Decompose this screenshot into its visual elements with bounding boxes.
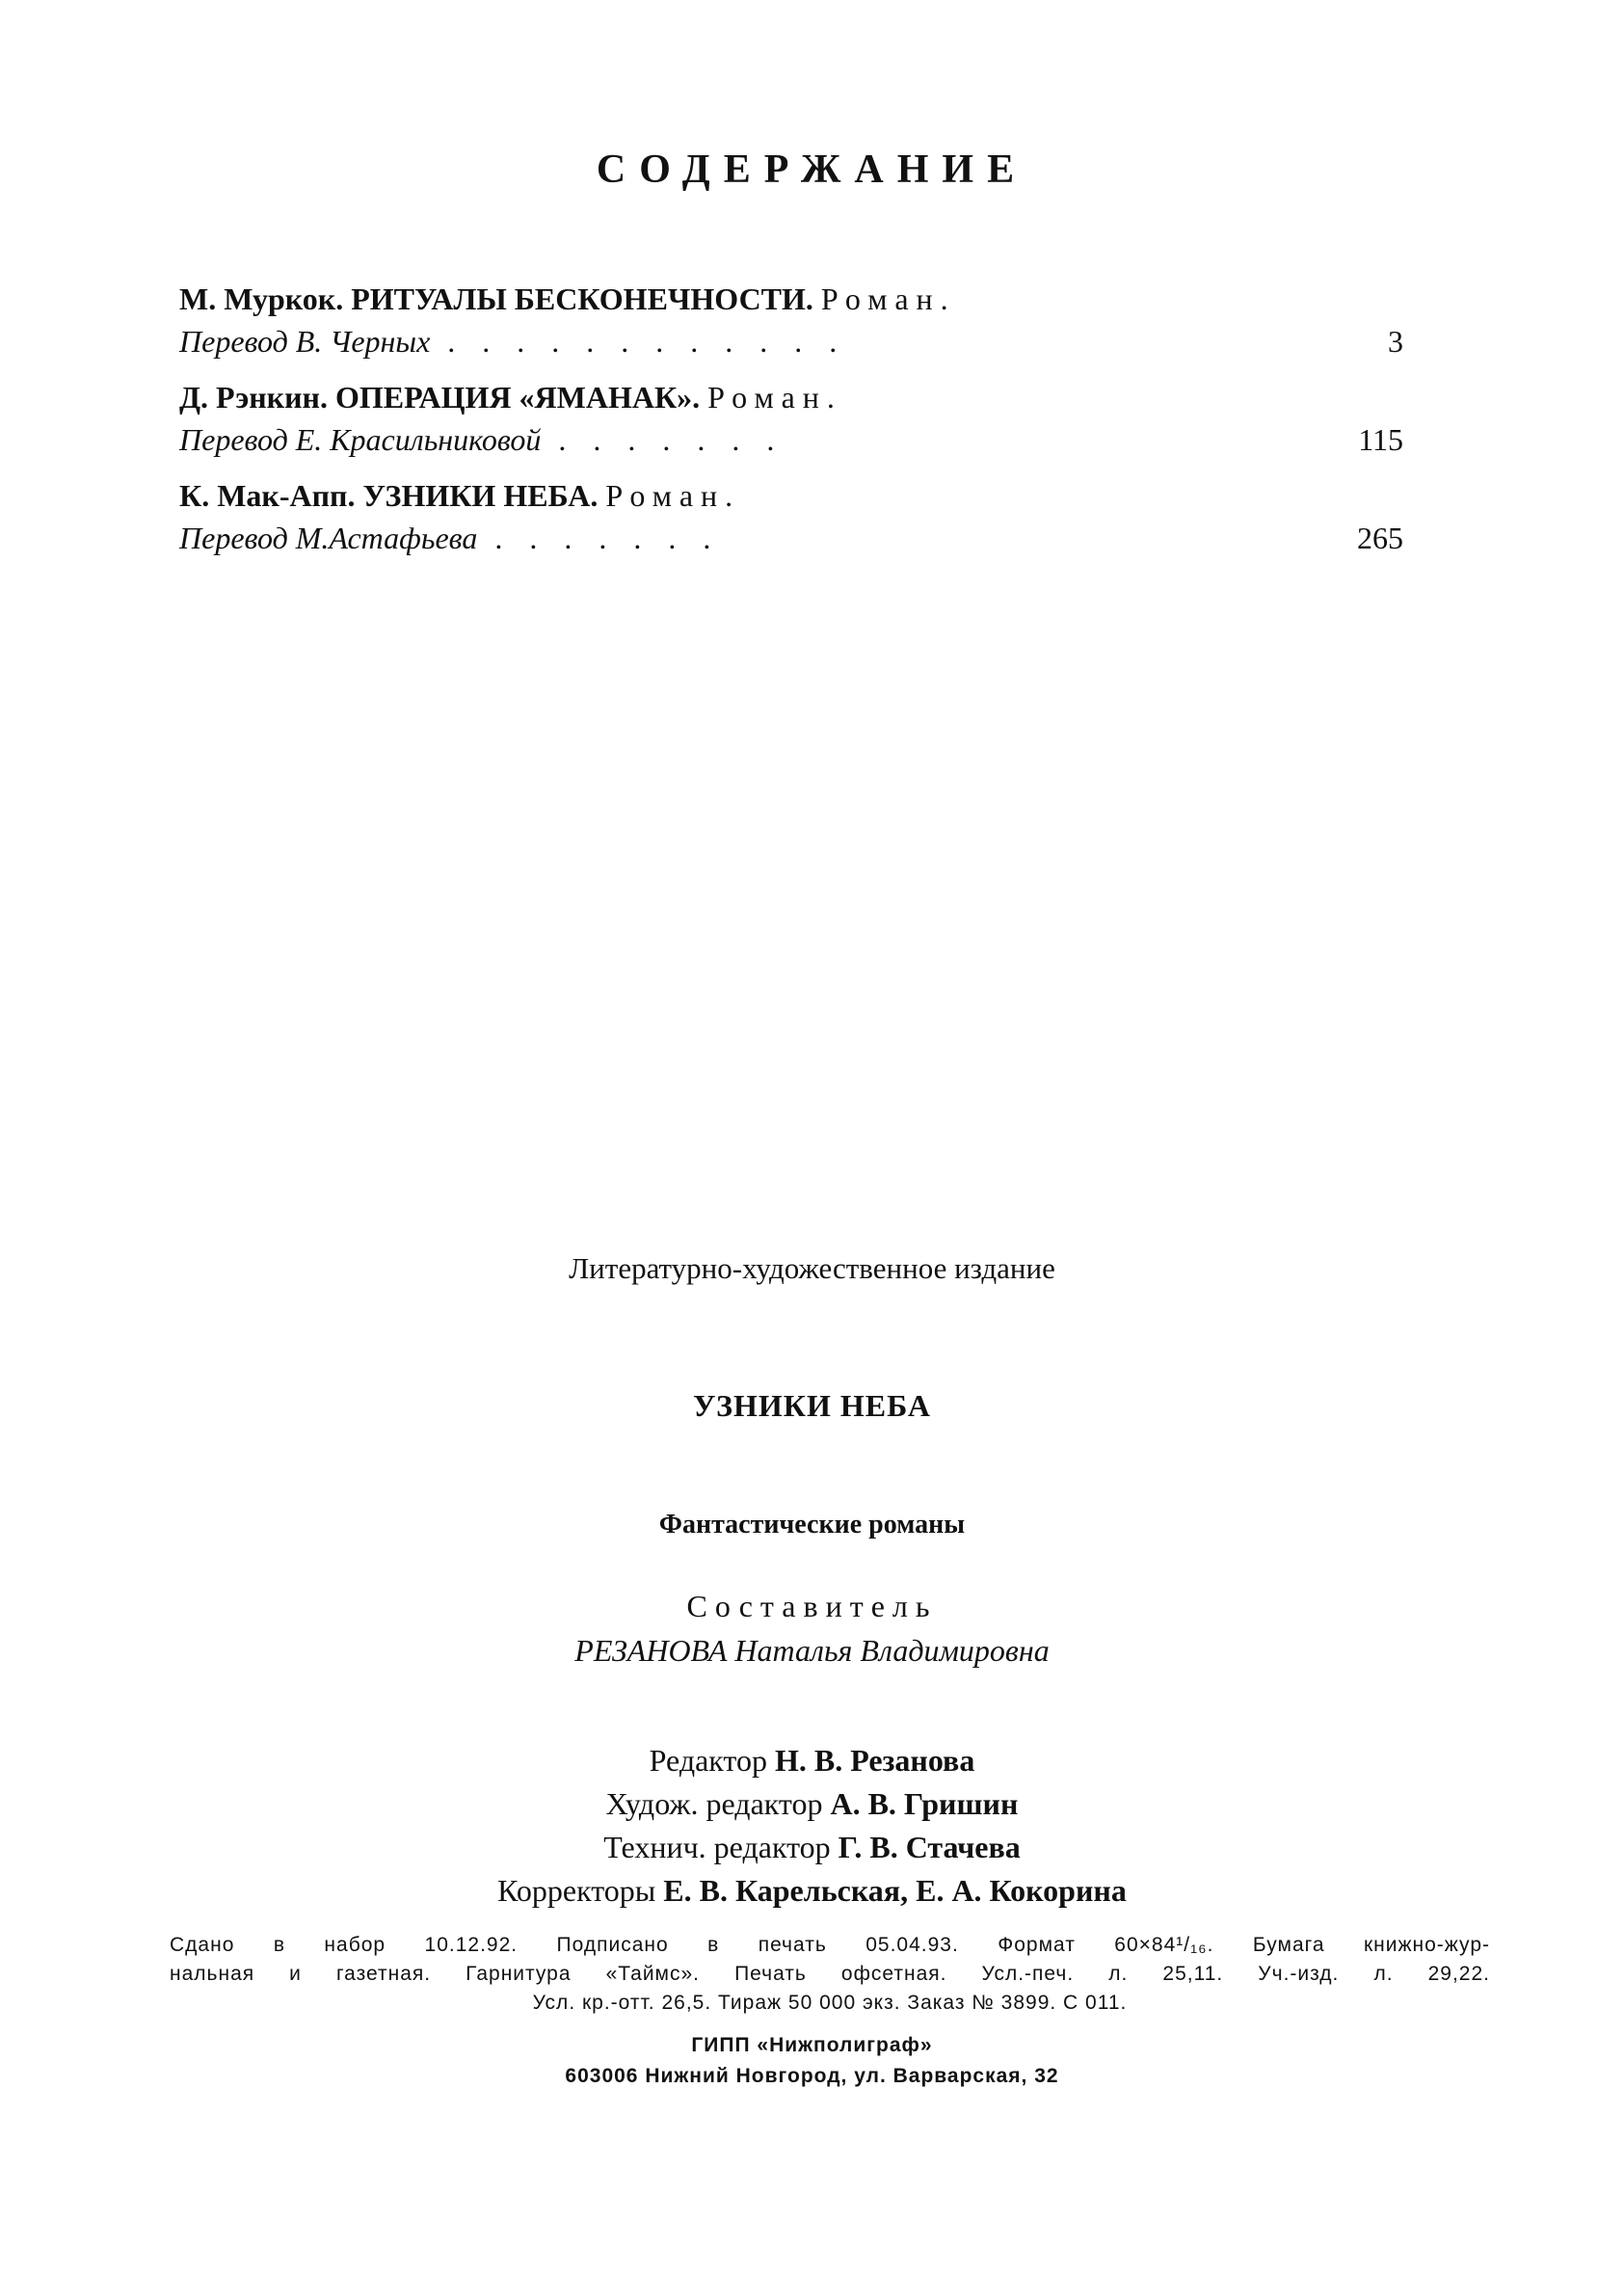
credit-line — [0, 1743, 1624, 1779]
entry-translator-line — [179, 320, 1403, 362]
entry-page-number: 3 — [1388, 324, 1403, 359]
leader-dots: . . . . . . . — [558, 422, 775, 457]
credit-role: Технич. редактор — [603, 1830, 831, 1864]
entry-page-number: 265 — [1357, 521, 1403, 555]
entry-translator: Перевод В. Черных — [179, 324, 431, 359]
entry-heading-line — [179, 474, 1403, 517]
technical-line: нальная и газетная. Гарнитура «Таймс». Печать офсетная. Усл.-печ. л. 25,11. Уч.-изд. л. 29,22. — [170, 1963, 1490, 1985]
entry-genre: Роман. — [605, 478, 741, 513]
entry-genre: Роман. — [820, 281, 956, 316]
printer-name: ГИПП «Нижполиграф» — [691, 2034, 933, 2056]
entry-author: Д. Рэнкин. — [179, 380, 328, 415]
technical-details — [170, 1931, 1490, 2018]
leader-dots: . . . . . . . . . . . . — [447, 324, 838, 359]
contents-entry — [179, 474, 1403, 559]
entry-page-number: 115 — [1358, 422, 1403, 457]
entry-translator-line — [179, 418, 1403, 461]
book-subtitle: Фантастические романы — [658, 1510, 966, 1540]
technical-line: Сдано в набор 10.12.92. Подписано в печать 05.04.93. Формат 60×84¹/₁₆. Бумага книжно-жур- — [170, 1934, 1490, 1956]
credit-role: Корректоры — [497, 1873, 656, 1908]
entry-translator: Перевод Е. Красильниковой — [179, 422, 542, 457]
compiler-label: Составитель — [686, 1589, 938, 1623]
entry-genre: Роман. — [707, 380, 842, 415]
credit-line — [0, 1830, 1624, 1865]
credit-role: Худож. редактор — [605, 1786, 823, 1821]
entry-author: К. Мак-Апп. — [179, 478, 356, 513]
contents-entry — [179, 376, 1403, 461]
credit-role: Редактор — [649, 1743, 767, 1778]
entry-translator: Перевод М.Астафьева — [179, 521, 478, 555]
credit-person: А. В. Гришин — [830, 1786, 1019, 1821]
credit-person: Г. В. Стачева — [838, 1830, 1021, 1864]
leader-dots: . . . . . . . — [494, 521, 711, 555]
entry-title: УЗНИКИ НЕБА. — [362, 478, 599, 513]
printer-address: 603006 Нижний Новгород, ул. Варварская, 32 — [565, 2065, 1059, 2087]
credit-person: Е. В. Карельская, Е. А. Кокорина — [663, 1873, 1127, 1908]
entry-translator-line — [179, 517, 1403, 559]
contents-heading: СОДЕРЖАНИЕ — [596, 147, 1028, 192]
credit-line — [0, 1786, 1624, 1822]
edition-type-label: Литературно-художественное издание — [569, 1251, 1055, 1285]
credit-line — [0, 1873, 1624, 1909]
contents-entry — [179, 278, 1403, 362]
entry-title: РИТУАЛЫ БЕСКОНЕЧНОСТИ. — [351, 281, 813, 316]
technical-line: Усл. кр.-отт. 26,5. Тираж 50 000 экз. Заказ № 3899. С 011. — [532, 1992, 1128, 2014]
entry-heading-line — [179, 278, 1403, 320]
entry-title: ОПЕРАЦИЯ «ЯМАНАК». — [334, 380, 701, 415]
entry-author: М. Муркок. — [179, 281, 344, 316]
credit-person: Н. В. Резанова — [774, 1743, 975, 1778]
book-title: УЗНИКИ НЕБА — [693, 1388, 931, 1423]
entry-heading-line — [179, 376, 1403, 418]
compiler-name: РЕЗАНОВА Наталья Владимировна — [574, 1633, 1050, 1668]
